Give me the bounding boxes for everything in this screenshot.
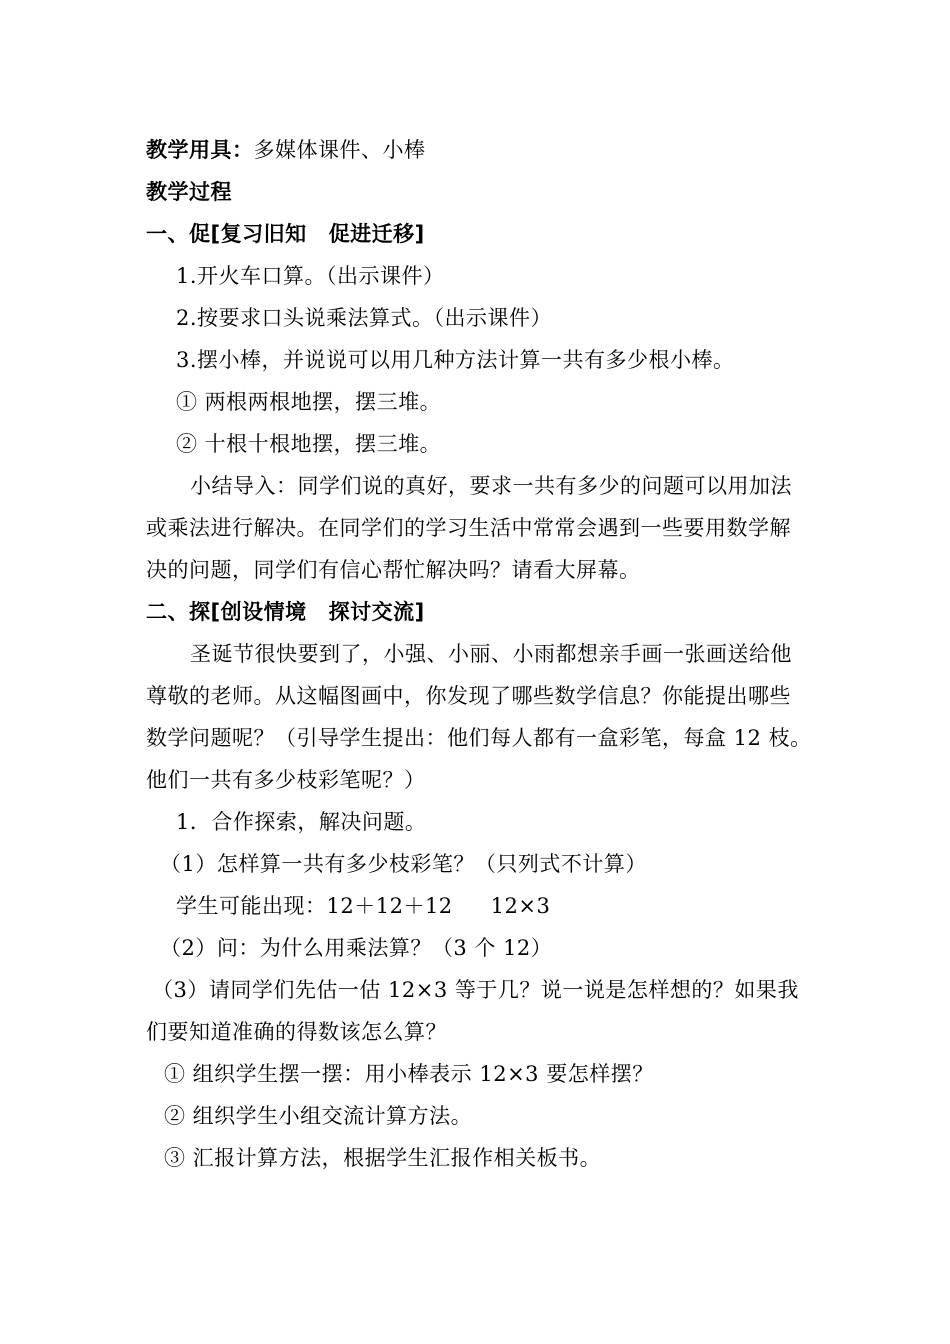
section1-item-4: ① 两根两根地摆，摆三堆。 bbox=[176, 390, 442, 414]
summary-line-2: 或乘法进行解决。在同学们的学习生活中常常会遇到一些要用数学解 bbox=[146, 516, 791, 540]
step1-line: 1．合作探索，解决问题。 bbox=[176, 810, 427, 834]
sub-item-3: ③ 汇报计算方法，根据学生汇报作相关板书。 bbox=[164, 1146, 602, 1170]
summary-line-1: 小结导入：同学们说的真好，要求一共有多少的问题可以用加法 bbox=[190, 474, 792, 498]
intro-line-2: 尊敬的老师。从这幅图画中，你发现了哪些数学信息？你能提出哪些 bbox=[146, 684, 791, 708]
question-3-line-1: （3）请同学们先估一估 12×3 等于几？说一说是怎样想的？如果我 bbox=[152, 978, 799, 1002]
question-1: （1）怎样算一共有多少枝彩笔？（只列式不计算） bbox=[160, 852, 647, 876]
section1-item-2: 2.按要求口头说乘法算式。（出示课件） bbox=[176, 306, 553, 330]
section1-heading-part2: 促进迁移] bbox=[328, 222, 425, 246]
question-3-line-2: 们要知道准确的得数该怎么算？ bbox=[146, 1020, 447, 1044]
section2-heading bbox=[146, 598, 425, 626]
section1-heading-part1: 一、促[复习旧知 bbox=[146, 222, 307, 246]
section1-item-1: 1.开火车口算。（出示课件） bbox=[176, 264, 445, 288]
section2-heading-part1: 二、探[创设情境 bbox=[146, 600, 307, 624]
question-2: （2）问：为什么用乘法算？（3 个 12） bbox=[160, 936, 553, 960]
summary-line-3: 决的问题，同学们有信心帮忙解决吗？请看大屏幕。 bbox=[146, 558, 641, 582]
sub-item-2: ② 组织学生小组交流计算方法。 bbox=[164, 1104, 473, 1128]
section1-item-5: ② 十根十根地摆，摆三堆。 bbox=[176, 432, 442, 456]
answer-multiplication: 12×3 bbox=[490, 894, 551, 918]
section2-heading-part2: 探讨交流] bbox=[328, 600, 425, 624]
process-heading: 教学过程 bbox=[146, 180, 232, 204]
section1-item-3: 3.摆小棒，并说说可以用几种方法计算一共有多少根小棒。 bbox=[176, 348, 735, 372]
teaching-tools-value: 多媒体课件、小棒 bbox=[253, 138, 426, 162]
answer-addition: 学生可能出现：12＋12＋12 bbox=[176, 894, 453, 918]
teaching-tools-line bbox=[146, 136, 426, 164]
intro-line-1: 圣诞节很快要到了，小强、小丽、小雨都想亲手画一张画送给他 bbox=[190, 642, 792, 666]
intro-line-3: 数学问题呢？（引导学生提出：他们每人都有一盒彩笔，每盒 12 枝。 bbox=[146, 726, 812, 750]
sub-item-1: ① 组织学生摆一摆：用小棒表示 12×3 要怎样摆？ bbox=[164, 1062, 654, 1086]
intro-line-4: 他们一共有多少枝彩笔呢？） bbox=[146, 768, 426, 792]
section1-heading bbox=[146, 220, 425, 248]
teaching-tools-label: 教学用具： bbox=[146, 138, 254, 162]
question-1-answer bbox=[176, 892, 550, 920]
